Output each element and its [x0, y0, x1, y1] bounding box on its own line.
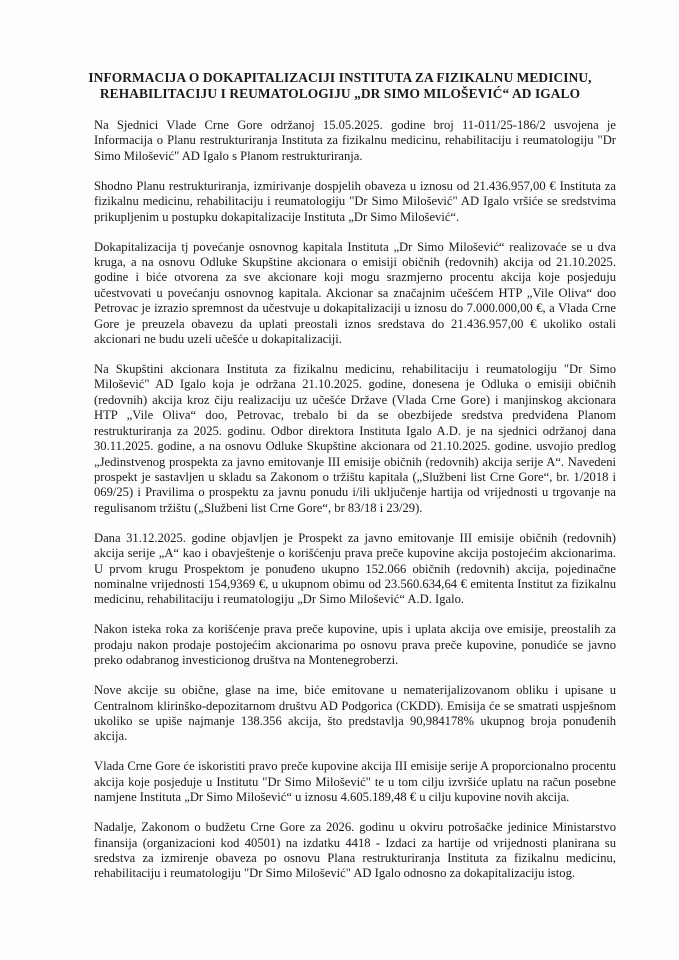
paragraph: Dokapitalizacija tj povećanje osnovnog kapitala Instituta „Dr Simo Milošević“ realizovaće se u dva kruga, a na osnovu Odluke Skupštine akcionara o emisiji običnih (redovnih) akcija od 21.10.2025. godine i biće otvorena za sve akcionare koji mogu srazmjerno procentu akcija koje posjeduju učestvovati u povećanju osnovnog kapitala. Akcionar sa značajnim učešćem HTP „Vile Oliva“ doo Petrovac je izrazio spremnost da učestvuje u dokapitalizaciji u iznosu do 7.000.000,00 €, a Vlada Crne Gore je preuzela obavezu da uplati preostali iznos sredstava do 21.436.957,00 € ukoliko ostali akcionari ne budu uzeli učešće u dokapitalizaciji. [94, 239, 616, 347]
document-title [60, 70, 620, 102]
paragraph: Nove akcije su obične, glase na ime, biće emitovane u nematerijalizovanom obliku i upisane u Centralnom klirinško-depozitarnom društvu AD Podgorica (CKDD). Emisija će se smatrati uspješnom ukoliko se upiše najmanje 138.356 akcija, što predstavlja 90,984178% ukupnog broja ponuđenih akcija. [94, 683, 616, 744]
paragraph: Na Sjednici Vlade Crne Gore održanoj 15.05.2025. godine broj 11-011/25-186/2 usvojena je Informacija o Planu restrukturiranja Instituta za fizikalnu medicinu, rehabilitaciju i reumatologiju "Dr Simo Milošević" AD Igalo s Planom restrukturiranja. [94, 118, 616, 163]
document-body [94, 118, 616, 896]
title-line-2: REHABILITACIJU I REUMATOLOGIJU „DR SIMO MILOŠEVIĆ“ AD IGALO [99, 86, 581, 101]
paragraph: Shodno Planu restrukturiranja, izmirivanje dospjelih obaveza u iznosu od 21.436.957,00 € Instituta za fizikalnu medicinu, rehabilitaciju i reumatologiju "Dr Simo Milošević" AD Igalo vršiće se sredstvima prikupljenim u postupku dokapitalizacije Instituta „Dr Simo Milošević“. [94, 178, 616, 224]
paragraph: Nakon isteka roka za korišćenje prava preče kupovine, upis i uplata akcija ove emisije, preostalih za prodaju nakon prodaje postojećim akcionarima po osnovu prava preče kupovine, ponudiće se javno preko odabranog investicionog društva na Montenegroberzi. [94, 622, 616, 668]
paragraph: Vlada Crne Gore će iskoristiti pravo preče kupovine akcija III emisije serije A proporcionalno procentu akcija koje posjeduje u Institutu "Dr Simo Milošević" te u tom cilju izvršiće uplatu na račun posebne namjene Instituta „Dr Simo Milošević“ u iznosu 4.605.189,48 € u cilju kupovine novih akcija. [94, 759, 616, 805]
paragraph: Nadalje, Zakonom o budžetu Crne Gore za 2026. godinu u okviru potrošačke jedinice Ministarstvo finansija (organizacioni kod 40501) na izdatku 4418 - Izdaci za hartije od vrijednosti planirana su sredstva za izmirenje obaveza po osnovu Plana restrukturiranja Instituta za fizikalnu medicinu, rehabilitaciju i reumatologiju "Dr Simo Milošević" AD Igalo odnosno za dokapitalizaciju istog. [94, 820, 616, 881]
paragraph: Na Skupštini akcionara Instituta za fizikalnu medicinu, rehabilitaciju i reumatologiju "Dr Simo Milošević" AD Igalo koja je održana 21.10.2025. godine, donesena je Odluka o emisiji običnih (redovnih) akcija kroz čiju realizaciju uz učešće Države (Vlada Crne Gore) i manjinskog akcionara HTP „Vile Oliva“ doo, Petrovac, trebalo bi da se obezbijede sredstva predviđena Planom restrukturiranja za 2025. godinu. Odbor direktora Instituta Igalo A.D. je na sjednici održanoj dana 30.11.2025. godine, a na osnovu Odluke Skupštine akcionara od 21.10.2025. godine. usvojio predlog „Jedinstvenog prospekta za javno emitovanje III emisije običnih (redovnih) akcija serije A“. Navedeni prospekt je sastavljen u skladu sa Zakonom o tržištu kapitala („Službeni list Crne Gore“, br. 1/2018 i 069/25) i Pravilima o prospektu za javnu ponudu i/ili uključenje hartija od vrijednosti u trgovanje na regulisanom tržištu („Službeni list Crne Gore“, br 83/18 i 23/29). [94, 362, 616, 515]
paragraph: Dana 31.12.2025. godine objavljen je Prospekt za javno emitovanje III emisije običnih (redovnih) akcija serije „A“ kao i obavještenje o korišćenju prava preče kupovine akcija postojećim akcionarima. U prvom krugu Prospektom je ponuđeno ukupno 152.066 običnih (redovnih) akcija, pojedinačne nominalne vrijednosti 154,9369 €, u ukupnom obimu od 23.560.634,64 € emitenta Institut za fizikalnu medicinu, rehabilitaciju i reumatologiju „Dr Simo Milošević“ A.D. Igalo. [94, 530, 616, 607]
title-line-1: INFORMACIJA O DOKAPITALIZACIJI INSTITUTA ZA FIZIKALNU MEDICINU, [88, 70, 592, 85]
